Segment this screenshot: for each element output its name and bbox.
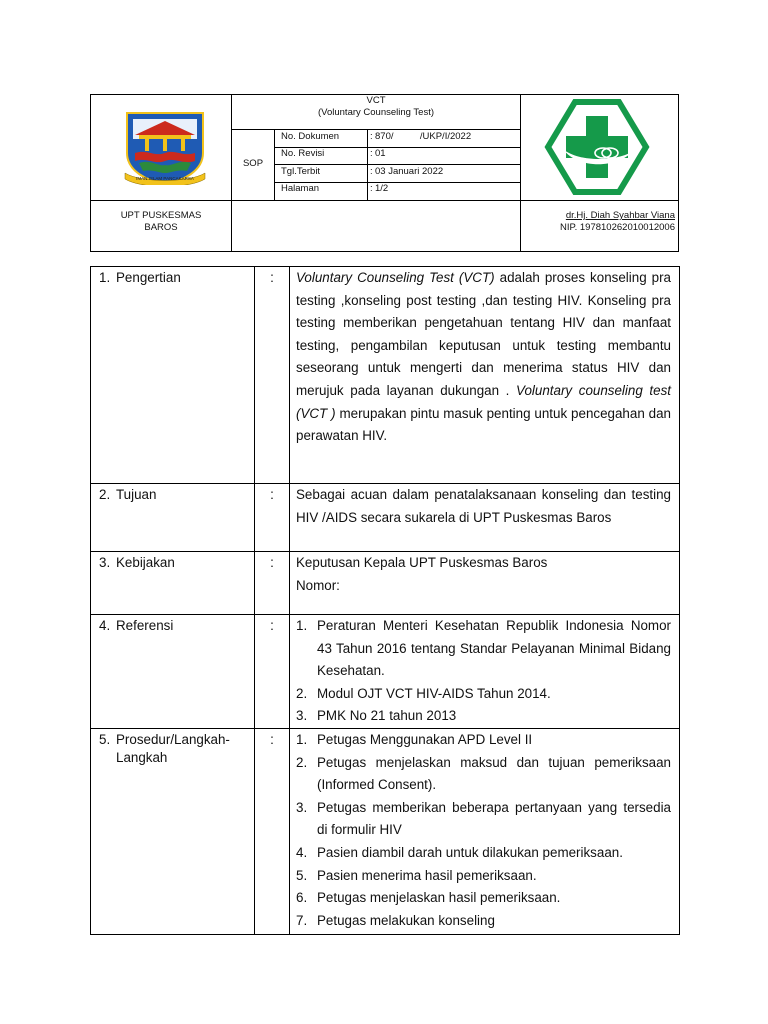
section-label-referensi [91,615,255,729]
list-item-number: 2. [296,685,308,701]
list-item [296,752,671,797]
section-number: 4. [99,618,111,633]
list-item-text: PMK No 21 tahun 2013 [317,708,457,724]
section-colon: : [255,552,290,615]
meta-label-revision: No. Revisi [281,148,325,159]
organization-name [91,210,231,234]
list-item [296,729,671,752]
emblem-motto-text: IMAN ISLAM PANCAKARSA [136,176,194,181]
list-item [296,887,671,910]
list-item-number: 7. [296,912,308,928]
section-label-text: Tujuan [116,487,157,502]
policy-line-1: Keputusan Kepala UPT Puskesmas Baros [296,555,548,570]
procedure-list [296,729,671,932]
section-colon: : [255,615,290,729]
section-colon: : [255,484,290,552]
meta-sep-issue-date: : [370,166,373,177]
section-label-tujuan [91,484,255,552]
list-item-number: 6. [296,890,308,906]
list-item [296,865,671,888]
section-row-tujuan [91,484,680,552]
list-item [296,705,671,728]
section-body-tujuan: Sebagai acuan dalam penatalaksanaan konseling dan testing HIV /AIDS secara sukarela di UPT Puskesmas Baros [290,484,680,552]
meta-label-page: Halaman [281,183,320,194]
list-item-number: 5. [296,867,308,883]
section-row-prosedur [91,728,680,934]
meta-sep-revision: : [370,148,373,159]
document-title [232,95,520,119]
list-item [296,615,671,683]
section-label-text: Kebijakan [116,555,175,570]
section-row-kebijakan [91,552,680,615]
meta-value-issue-date: 03 Januari 2022 [375,166,444,177]
section-number: 5. [99,731,111,747]
sop-header [90,94,679,252]
list-item-text: Pasien diambil darah untuk dilakukan pemeriksaan. [317,844,623,860]
section-row-referensi [91,615,680,729]
meta-value-revision: 01 [375,148,386,159]
list-item-text: Peraturan Menteri Kesehatan Republik Indonesia Nomor 43 Tahun 2016 tentang Standar Pelayanan Minimal Bidang Kesehatan. [317,618,671,679]
definition-text-2: merupakan pintu masuk penting untuk pencegahan dan perawatan HIV. [296,405,672,444]
title-line-2: (Voluntary Counseling Test) [318,107,434,118]
list-item-number: 1. [296,731,308,747]
section-label-text: Prosedur/Langkah-Langkah [116,731,230,765]
list-item [296,683,671,706]
list-item-number: 1. [296,618,308,633]
section-label-prosedur [91,728,255,934]
sop-label: SOP [242,158,264,169]
section-number: 3. [99,555,111,570]
section-number: 1. [99,270,111,285]
section-body-pengertian [290,267,680,484]
list-item-text: Pasien menerima hasil pemeriksaan. [317,867,537,883]
list-item-text: Petugas Menggunakan APD Level II [317,731,533,747]
meta-value-document-no: 870/ /UKP/I/2022 [375,131,472,142]
organization-line-1: UPT PUSKESMAS [120,210,202,221]
list-item-number: 4. [296,844,308,860]
section-colon: : [255,267,290,484]
regency-emblem-logo [121,109,209,185]
section-label-text: Pengertian [116,270,181,285]
section-body-referensi [290,615,680,729]
section-label-pengertian [91,267,255,484]
organization-line-2: BAROS [144,222,178,233]
puskesmas-logo [543,99,651,195]
sop-content-table [90,266,680,935]
list-item [296,797,671,842]
reference-list [296,615,671,728]
section-body-kebijakan [290,552,680,615]
list-item-number: 3. [296,708,308,724]
section-body-prosedur [290,728,680,934]
meta-value-page: 1/2 [375,183,389,194]
title-line-1: VCT [366,95,386,106]
list-item-text: Petugas melakukan konseling [317,912,495,928]
list-item-text: Petugas memberikan beberapa pertanyaan yang tersedia di formulir HIV [317,799,671,838]
term-vct-italic-2: Voluntary counseling test (VCT ) [296,382,671,421]
signer-block [529,210,675,234]
list-item-number: 2. [296,754,308,770]
list-item [296,842,671,865]
meta-sep-document-no: : [370,131,373,142]
section-label-text: Referensi [116,618,174,633]
list-item-text: Petugas menjelaskan hasil pemeriksaan. [317,890,561,906]
section-row-pengertian [91,267,680,484]
signer-nip: NIP. 197810262010012006 [560,222,675,233]
list-item [296,910,671,933]
section-colon: : [255,728,290,934]
section-label-kebijakan [91,552,255,615]
signer-name: dr.Hj. Diah Syahbar Viana [565,210,675,221]
definition-text-1: adalah proses konseling pra testing ,konseling post testing ,dan testing HIV. Konseling pra testing memberikan pengetahuan tentang HIV dan manfaat testing, pengambilan keputusan untuk testing membantu seseorang untuk mengerti dan menerima status HIV dan merujuk pada layanan dukungan . [296,270,672,398]
list-item-text: Petugas menjelaskan maksud dan tujuan pemeriksaan (Informed Consent). [317,754,671,793]
term-vct-italic: Voluntary Counseling Test (VCT) [296,270,495,285]
list-item-text: Modul OJT VCT HIV-AIDS Tahun 2014. [317,685,551,701]
meta-label-document-no: No. Dokumen [281,131,340,142]
meta-label-issue-date: Tgl.Terbit [281,166,321,177]
section-number: 2. [99,487,111,502]
list-item-number: 3. [296,799,308,815]
meta-sep-page: : [370,183,373,194]
policy-line-2: Nomor: [296,577,340,593]
